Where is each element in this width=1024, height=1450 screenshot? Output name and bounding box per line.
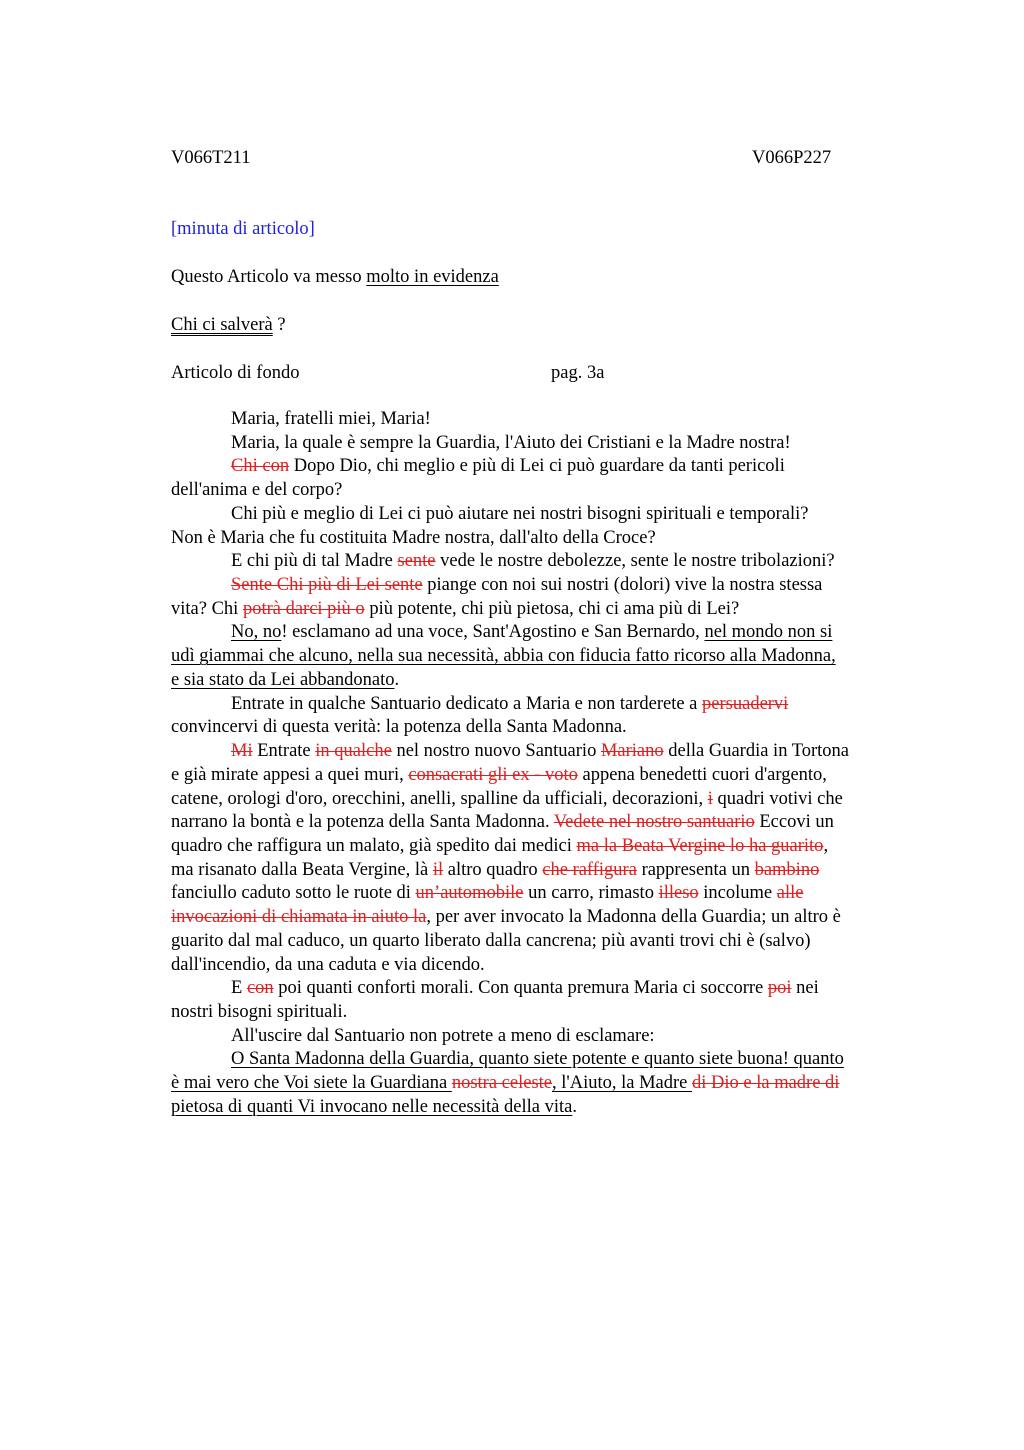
text-segment: altro quadro (443, 859, 543, 880)
deleted-text: poi (767, 978, 792, 999)
text-segment: quadri votivi che (712, 788, 843, 809)
instruction-line (171, 265, 499, 289)
text-segment: più potente, chi più pietosa, chi ci ama più di Lei? (364, 598, 740, 619)
text-segment: dell'anima e del corpo? (171, 480, 343, 501)
title-text: Chi ci salverà (171, 315, 273, 335)
text-segment: . (394, 669, 400, 690)
body-line (171, 526, 656, 550)
deleted-text: ma la Beata Vergine lo ha guarito (576, 835, 824, 856)
deleted-text: di Dio e la madre di (692, 1073, 840, 1094)
text-segment: guarito dal mal caduco, un quarto liberato dalla cancrena; più avanti trovi chi è (salvo) (171, 930, 811, 951)
text-segment: appena benedetti cuori d'argento, (577, 764, 827, 785)
text-segment: Eccovi un (754, 812, 834, 833)
body-line (171, 1071, 839, 1095)
deleted-text: Mariano (600, 741, 664, 762)
deleted-text: nostra celeste (451, 1073, 552, 1094)
deleted-text: Vedete nel nostro santuario (553, 812, 755, 833)
deleted-text: Sente Chi più di Lei sente (231, 575, 423, 596)
text-segment: catene, orologi d'oro, orecchini, anelli, spalline da ufficiali, decorazioni, (171, 788, 708, 809)
deleted-text: i (707, 788, 713, 809)
deleted-text: il (432, 859, 444, 880)
body-line (171, 644, 836, 668)
body-line (171, 858, 819, 882)
body-line (231, 573, 822, 597)
underlined-text: No, no (231, 622, 282, 643)
deleted-text: Chi con (231, 456, 290, 477)
deleted-text: Mi (231, 741, 253, 762)
body-line (231, 431, 791, 455)
deleted-text: persuadervi (702, 693, 789, 714)
body-line (171, 597, 739, 621)
text-segment: fanciullo caduto sotto le ruote di (171, 883, 416, 904)
underlined-text: è mai vero che Voi siete la Guardiana (171, 1073, 452, 1094)
body-line (231, 407, 431, 431)
text-segment: , (823, 835, 829, 856)
body-line (171, 1095, 577, 1119)
text-segment: , per aver invocato la Madonna della Guardia; un altro è (426, 907, 841, 928)
body-line (171, 478, 342, 502)
article-title (171, 313, 286, 337)
deleted-text: con (246, 978, 274, 999)
text-segment: nel nostro nuovo Santuario (391, 741, 601, 762)
body-line (171, 953, 485, 977)
underlined-text: pietosa di quanti Vi invocano nelle necessità della vita (171, 1096, 573, 1117)
document-code-right: V066P227 (752, 148, 832, 168)
text-segment: Maria, la quale è sempre la Guardia, l'Aiuto dei Cristiani e la Madre nostra! (231, 432, 791, 453)
text-segment: Maria, fratelli miei, Maria! (231, 409, 431, 429)
text-segment: ! esclamano ad una voce, Sant'Agostino e San Bernardo, (281, 622, 705, 643)
editorial-note: [minuta di articolo] (171, 219, 315, 239)
text-segment: Entrate in qualche Santuario dedicato a Maria e non tarderete a (231, 693, 703, 714)
underlined-text: , l'Aiuto, la Madre (552, 1073, 692, 1094)
underlined-text: nel mondo non si (704, 622, 833, 643)
deleted-text: illeso (658, 883, 699, 904)
underlined-text: O Santa Madonna della Guardia, quanto siete potente e quanto siete buona! quanto (231, 1049, 844, 1070)
body-line (171, 668, 399, 692)
body-line (171, 810, 834, 834)
text-segment: nostri bisogni spirituali. (171, 1002, 348, 1022)
deleted-text: alle (776, 883, 804, 904)
page-reference: pag. 3a (551, 363, 605, 383)
text-segment: Non è Maria che fu costituita Madre nostra, dall'alto della Croce? (171, 527, 656, 548)
title-suffix: ? (272, 315, 286, 335)
text-segment: quadro che raffigura un malato, già spedito dai medici (171, 835, 577, 856)
deleted-text: bambino (754, 859, 820, 880)
body-line (231, 692, 788, 716)
body-line (171, 763, 827, 787)
underlined-text: udì giammai che alcuno, nella sua necessità, abbia con fiducia fatto ricorso alla Madonna, (171, 646, 836, 667)
body-line (231, 976, 819, 1000)
instruction-emphasis: molto in evidenza (366, 267, 499, 287)
text-segment: un carro, rimasto (523, 883, 659, 904)
body-line (171, 787, 843, 811)
text-segment: vita? Chi (171, 598, 243, 619)
text-segment: ma risanato dalla Beata Vergine, là (171, 859, 433, 880)
deleted-text: che raffigura (542, 859, 637, 880)
body-line (171, 929, 811, 953)
body-line (171, 715, 627, 739)
body-line (171, 1000, 347, 1024)
text-segment: vede le nostre debolezze, sente le nostre tribolazioni? (435, 551, 835, 572)
body-line (231, 454, 785, 478)
article-label: Articolo di fondo (171, 363, 300, 383)
body-line (171, 905, 841, 929)
deleted-text: in qualche (315, 741, 392, 762)
text-segment: Entrate (252, 741, 316, 762)
body-line (231, 502, 808, 526)
text-segment: piange con noi sui nostri (dolori) vive la nostra stessa (422, 575, 823, 596)
text-segment: Chi più e meglio di Lei ci può aiutare nei nostri bisogni spirituali e temporali? (231, 503, 809, 524)
deleted-text: potrà darci più o (242, 598, 365, 619)
text-segment: convincervi di questa verità: la potenza della Santa Madonna. (171, 717, 627, 738)
document-code-left: V066T211 (171, 148, 251, 168)
text-segment: e già mirate appesi a quei muri, (171, 764, 409, 785)
text-segment: rappresenta un (636, 859, 755, 880)
body-line (171, 834, 828, 858)
body-line (231, 1047, 844, 1071)
text-segment: poi quanti conforti morali. Con quanta premura Maria ci soccorre (273, 978, 768, 999)
text-segment: . (572, 1096, 577, 1117)
body-line (231, 739, 849, 763)
text-segment: E chi più di tal Madre (231, 551, 398, 572)
deleted-text: un’automobile (415, 883, 524, 904)
text-segment: nei (791, 978, 819, 999)
underlined-text: e sia stato da Lei abbandonato (171, 669, 395, 690)
text-segment: della Guardia in Tortona (663, 741, 850, 762)
text-segment: dall'incendio, da una caduta e via dicendo. (171, 954, 485, 975)
text-segment: narrano la bontà e la potenza della Santa Madonna. (171, 812, 554, 833)
body-line (171, 881, 803, 905)
body-line (231, 1024, 655, 1048)
text-segment: Dopo Dio, chi meglio e più di Lei ci può guardare da tanti pericoli (289, 456, 785, 477)
text-segment: E (231, 978, 247, 999)
text-segment: incolume (698, 883, 777, 904)
body-line (231, 549, 835, 573)
deleted-text: consacrati gli ex - voto (408, 764, 578, 785)
body-line (231, 620, 832, 644)
instruction-text: Questo Articolo va messo (171, 267, 367, 287)
deleted-text: invocazioni di chiamata in aiuto la (171, 907, 427, 928)
deleted-text: sente (397, 551, 436, 572)
text-segment: All'uscire dal Santuario non potrete a meno di esclamare: (231, 1025, 655, 1046)
